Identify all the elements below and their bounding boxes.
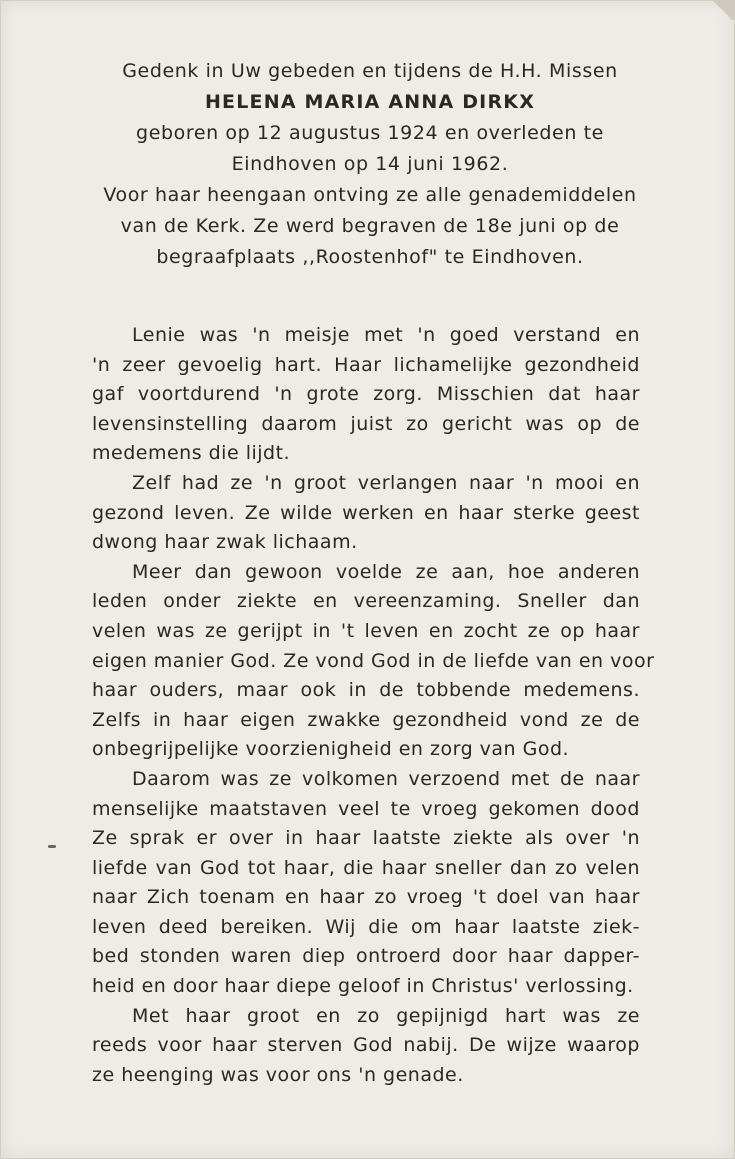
text-line: leden onder ziekte en vereenzaming. Sneller dan	[92, 590, 640, 613]
text-line: naar Zich toenam en haar zo vroeg 't doel van haar	[92, 886, 640, 909]
text-line: velen was ze gerijpt in 't leven en zocht ze op haar	[92, 619, 640, 642]
text-line: gaf voortdurend 'n grote zorg. Misschien dat haar	[92, 383, 640, 406]
text-line: Zelf had ze 'n groot verlangen naar 'n mooi en	[132, 471, 640, 494]
deceased-name: HELENA MARIA ANNA DIRKX	[204, 91, 536, 113]
text-line: Met haar groot en zo gepijnigd hart was ze	[132, 1004, 640, 1027]
text-line: dwong haar zwak lichaam.	[92, 531, 358, 554]
text-line: Ze sprak er over in haar laatste ziekte als over 'n	[92, 827, 640, 850]
text-line: leven deed bereiken. Wij die om haar laatste ziek-	[92, 915, 640, 938]
text-line: Meer dan gewoon voelde ze aan, hoe anderen	[132, 560, 640, 583]
text-line: medemens die lijdt.	[92, 442, 291, 465]
text-line: Daarom was ze volkomen verzoend met de naar	[132, 767, 640, 790]
memorial-text	[92, 321, 655, 1090]
text-line: Zelfs in haar eigen zwakke gezondheid vond ze de	[92, 708, 640, 731]
sacraments-line: Voor haar heengaan ontving ze alle genademiddelen	[103, 184, 637, 206]
cemetery-line: begraafplaats ,,Roostenhof" te Eindhoven.	[156, 246, 584, 268]
text-line: ze heenging was voor ons 'n genade.	[92, 1063, 464, 1086]
text-line: liefde van God tot haar, die haar sneller dan zo velen	[92, 856, 640, 879]
text-line: levensinstelling daarom juist zo gericht was op de	[92, 412, 640, 435]
card-header	[90, 56, 650, 273]
text-line: gezond leven. Ze wilde werken en haar sterke geest	[92, 501, 640, 524]
text-line: reeds voor haar sterven God nabij. De wijze waarop	[92, 1034, 640, 1057]
text-line: bed stonden waren diep ontroerd door haar dapper-	[92, 945, 640, 968]
death-line: Eindhoven op 14 juni 1962.	[231, 153, 509, 175]
text-line: haar ouders, maar ook in de tobbende medemens.	[92, 679, 640, 702]
text-line: menselijke maatstaven veel te vroeg gekomen dood	[92, 797, 640, 820]
burial-line: van de Kerk. Ze werd begraven de 18e juni op de	[120, 215, 620, 237]
text-line: Lenie was 'n meisje met 'n goed verstand en	[132, 324, 640, 346]
text-line: 'n zeer gevoelig hart. Haar lichamelijke gezondheid	[92, 353, 640, 376]
paper-speck	[48, 845, 56, 848]
text-line: onbegrijpelijke voorzienigheid en zorg van God.	[92, 738, 570, 761]
birth-line: geboren op 12 augustus 1924 en overleden te	[136, 122, 604, 144]
corner-fold	[709, 0, 735, 20]
text-line: heid en door haar diepe geloof in Christus' verlossing.	[92, 975, 634, 998]
intro-line: Gedenk in Uw gebeden en tijdens de H.H. Missen	[122, 60, 618, 82]
text-line: eigen manier God. Ze vond God in de liefde van en voor	[92, 649, 655, 672]
